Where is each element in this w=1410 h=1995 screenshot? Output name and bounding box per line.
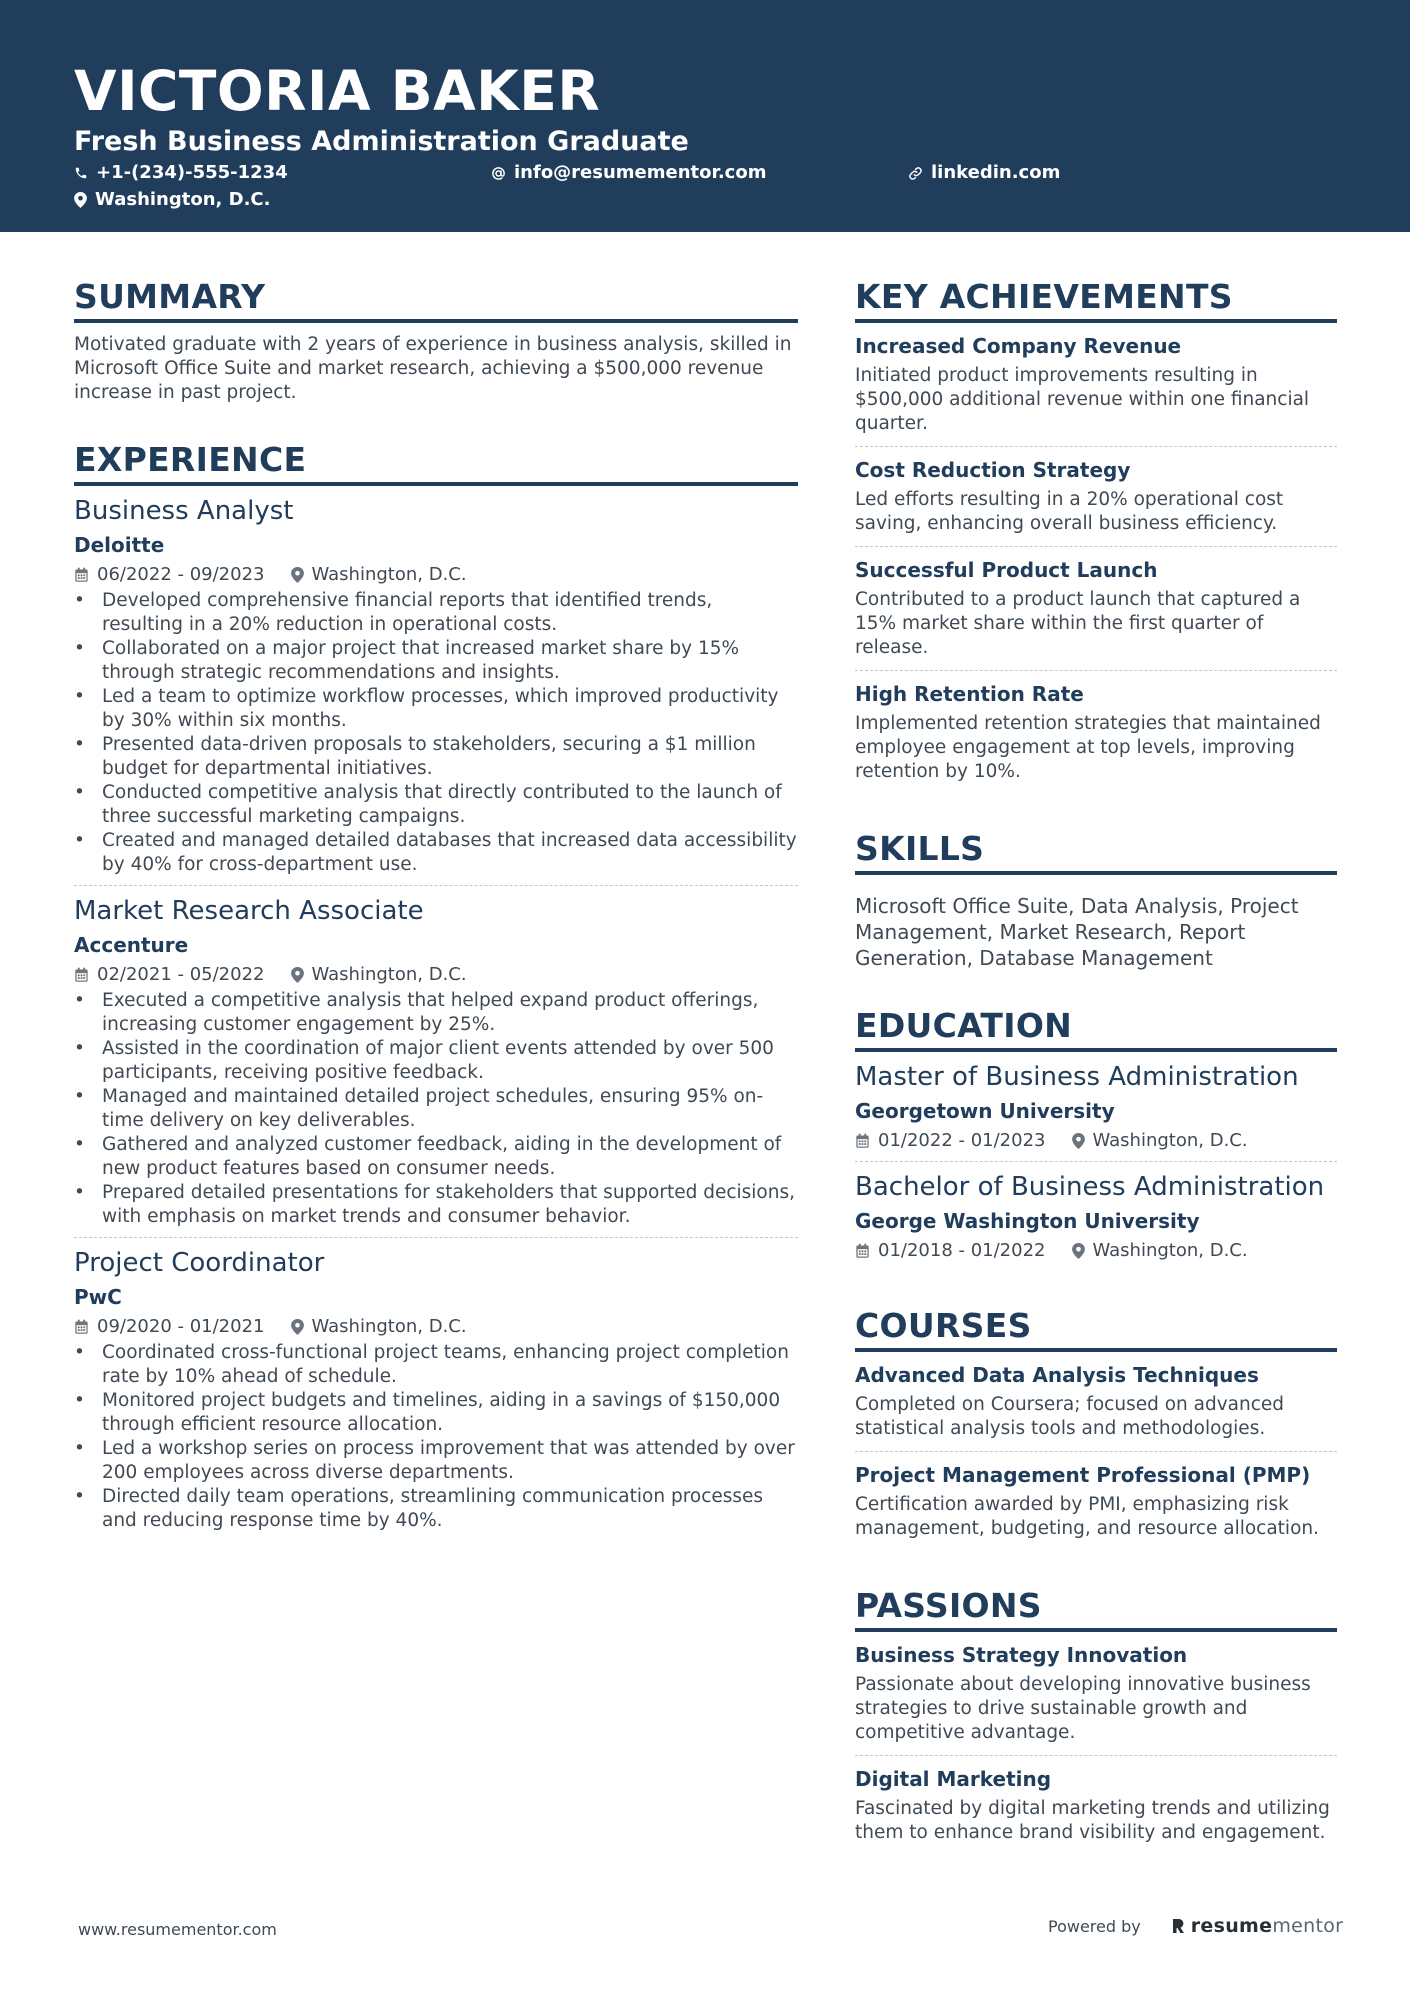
- calendar-icon: [74, 567, 89, 583]
- courses-item-title: Project Management Professional (PMP): [855, 1463, 1311, 1487]
- experience-heading: EXPERIENCE: [74, 439, 798, 486]
- calendar-icon: [855, 1133, 870, 1149]
- dates-text: 01/2022 - 01/2023: [878, 1130, 1046, 1151]
- meta-row: [74, 1315, 798, 1339]
- achievements-item-title: High Retention Rate: [855, 682, 1084, 706]
- jobs-list: [74, 494, 798, 1541]
- brand-light: mentor: [1272, 1915, 1344, 1937]
- achievements-item-title: Cost Reduction Strategy: [855, 458, 1131, 482]
- skills-section: [855, 828, 1337, 971]
- summary-section: [74, 276, 798, 405]
- passions-item-desc: Passionate about developing innovative business strategies to drive sustainable growth and competitive advantage.: [855, 1674, 1311, 1743]
- passions-item-title: Digital Marketing: [855, 1767, 1052, 1791]
- job-company: PwC: [74, 1285, 122, 1309]
- left-column: [74, 276, 798, 1575]
- passions-section: [855, 1585, 1337, 1855]
- passions-item-desc: Fascinated by digital marketing trends and utilizing them to enhance brand visibility and engagement.: [855, 1798, 1330, 1843]
- experience-section: [74, 439, 798, 1541]
- meta-location-text: Washington, D.C.: [1092, 1240, 1248, 1261]
- job-bullet: • Monitored project budgets and timelines, aiding in a savings of $150,000 through efficient resource allocation.: [74, 1389, 798, 1437]
- linkedin-text: linkedin.com: [931, 162, 1061, 183]
- courses-heading: COURSES: [855, 1305, 1337, 1352]
- courses-item: [855, 1362, 1337, 1452]
- date-range: [74, 1315, 265, 1339]
- at-icon: [491, 166, 506, 181]
- job-bullet: • Directed daily team operations, streamlining communication processes and reducing response time by 40%.: [74, 1485, 798, 1533]
- degree-title: Master of Business Administration: [855, 1062, 1299, 1092]
- calendar-icon: [74, 967, 89, 983]
- passions-item-title: Business Strategy Innovation: [855, 1643, 1188, 1667]
- courses-list: [855, 1362, 1337, 1551]
- meta-row: [855, 1239, 1337, 1263]
- meta-location-text: Washington, D.C.: [311, 564, 467, 585]
- location-text: Washington, D.C.: [95, 189, 271, 210]
- passions-item: [855, 1642, 1337, 1756]
- degree-title: Bachelor of Business Administration: [855, 1172, 1325, 1202]
- footer-website[interactable]: www.resumementor.com: [78, 1920, 277, 1939]
- location-pin-icon: [1072, 1133, 1085, 1149]
- meta-location: [291, 963, 467, 987]
- job-bullet: • Coordinated cross-functional project teams, enhancing project completion rate by 10% ahead of schedule.: [74, 1341, 798, 1389]
- dates-text: 01/2018 - 01/2022: [878, 1240, 1046, 1261]
- achievements-section: [855, 276, 1337, 794]
- achievements-item: [855, 457, 1337, 547]
- job-bullet: • Prepared detailed presentations for stakeholders that supported decisions, with emphasis on market trends and consumer behavior.: [74, 1181, 798, 1229]
- calendar-icon: [855, 1243, 870, 1259]
- location-pin-icon: [291, 567, 304, 583]
- achievements-item-desc: Led efforts resulting in a 20% operational cost saving, enhancing overall business efficiency.: [855, 489, 1284, 534]
- meta-location-text: Washington, D.C.: [311, 964, 467, 985]
- summary-text: Motivated graduate with 2 years of experience in business analysis, skilled in Microsoft Office Suite and market research, achieving a $500,000 revenue increase in past project.: [74, 334, 792, 403]
- job-bullet: • Led a workshop series on process improvement that was attended by over 200 employees across diverse departments.: [74, 1437, 798, 1485]
- education-list: [855, 1060, 1337, 1271]
- brand-bold: resume: [1190, 1915, 1273, 1937]
- meta-location: [291, 563, 467, 587]
- job-bullets: [74, 989, 798, 1229]
- job-bullets: [74, 589, 798, 877]
- meta-row: [855, 1129, 1337, 1153]
- location-pin-icon: [74, 192, 87, 208]
- summary-heading: SUMMARY: [74, 276, 798, 323]
- job-bullet: • Led a team to optimize workflow processes, which improved productivity by 30% within six months.: [74, 685, 798, 733]
- achievements-item-desc: Contributed to a product launch that captured a 15% market share within the first quarter of release.: [855, 589, 1301, 658]
- brand-mark-icon: [1171, 1917, 1186, 1935]
- date-range: [855, 1239, 1046, 1263]
- email-text: info@resumementor.com: [514, 162, 767, 183]
- education-entry: [855, 1060, 1337, 1162]
- location-pin-icon: [291, 967, 304, 983]
- location-pin-icon: [1072, 1243, 1085, 1259]
- job-title: Market Research Associate: [74, 896, 424, 926]
- skills-heading: SKILLS: [855, 828, 1337, 875]
- courses-item: [855, 1462, 1337, 1551]
- job-bullet: • Presented data-driven proposals to stakeholders, securing a $1 million budget for departmental initiatives.: [74, 733, 798, 781]
- job-entry: [74, 494, 798, 886]
- brand-logo[interactable]: [1171, 1915, 1344, 1937]
- resume-header: [0, 0, 1410, 232]
- job-company: Accenture: [74, 933, 189, 957]
- date-range: [855, 1129, 1046, 1153]
- achievements-heading: KEY ACHIEVEMENTS: [855, 276, 1337, 323]
- dates-text: 06/2022 - 09/2023: [97, 564, 265, 585]
- job-bullet: • Created and managed detailed databases that increased data accessibility by 40% for cross-department use.: [74, 829, 798, 877]
- location-pin-icon: [291, 1319, 304, 1335]
- achievements-item-title: Increased Company Revenue: [855, 334, 1182, 358]
- contact-email[interactable]: [491, 161, 766, 185]
- passions-heading: PASSIONS: [855, 1585, 1337, 1632]
- contact-location: [74, 188, 270, 212]
- date-range: [74, 563, 265, 587]
- achievements-list: [855, 333, 1337, 794]
- education-heading: EDUCATION: [855, 1005, 1337, 1052]
- job-title: Project Coordinator: [74, 1248, 325, 1278]
- job-bullets: [74, 1341, 798, 1533]
- achievements-item-desc: Implemented retention strategies that maintained employee engagement at top levels, improving retention by 10%.: [855, 713, 1321, 782]
- courses-section: [855, 1305, 1337, 1551]
- achievements-item-title: Successful Product Launch: [855, 558, 1158, 582]
- courses-item-desc: Certification awarded by PMI, emphasizing risk management, budgeting, and resource allocation.: [855, 1494, 1319, 1539]
- job-bullet: • Collaborated on a major project that increased market share by 15% through strategic recommendations and insights.: [74, 637, 798, 685]
- meta-location: [291, 1315, 467, 1339]
- dates-text: 09/2020 - 01/2021: [97, 1316, 265, 1337]
- job-entry: [74, 1246, 798, 1541]
- school-name: Georgetown University: [855, 1099, 1115, 1123]
- contact-linkedin[interactable]: [908, 161, 1060, 185]
- passions-list: [855, 1642, 1337, 1855]
- school-name: George Washington University: [855, 1209, 1200, 1233]
- right-column: [855, 276, 1337, 1889]
- meta-row: [74, 963, 798, 987]
- link-icon: [908, 166, 923, 181]
- courses-item-title: Advanced Data Analysis Techniques: [855, 1363, 1259, 1387]
- job-bullet: • Assisted in the coordination of major client events attended by over 500 participants, receiving positive feedback.: [74, 1037, 798, 1085]
- meta-location-text: Washington, D.C.: [311, 1316, 467, 1337]
- job-bullet: • Developed comprehensive financial reports that identified trends, resulting in a 20% reduction in operational costs.: [74, 589, 798, 637]
- meta-location: [1072, 1239, 1248, 1263]
- phone-icon: [74, 166, 88, 180]
- achievements-item: [855, 681, 1337, 794]
- education-section: [855, 1005, 1337, 1271]
- candidate-name: VICTORIA BAKER: [74, 59, 601, 123]
- job-bullet: • Managed and maintained detailed project schedules, ensuring 95% on-time delivery on key deliverables.: [74, 1085, 798, 1133]
- phone-text: +1-(234)-555-1234: [96, 162, 288, 183]
- meta-location: [1072, 1129, 1248, 1153]
- job-bullet: • Executed a competitive analysis that helped expand product offerings, increasing customer engagement by 25%.: [74, 989, 798, 1037]
- footer-powered-by: [1048, 1915, 1343, 1937]
- passions-item: [855, 1766, 1337, 1855]
- calendar-icon: [74, 1319, 89, 1335]
- contact-phone[interactable]: [74, 161, 288, 185]
- achievements-item: [855, 333, 1337, 447]
- job-bullet: • Conducted competitive analysis that directly contributed to the launch of three successful marketing campaigns.: [74, 781, 798, 829]
- powered-by-label: Powered by: [1048, 1916, 1141, 1936]
- achievements-item: [855, 557, 1337, 671]
- date-range: [74, 963, 265, 987]
- dates-text: 02/2021 - 05/2022: [97, 964, 265, 985]
- meta-row: [74, 563, 798, 587]
- skills-text: Microsoft Office Suite, Data Analysis, Project Management, Market Research, Report Generation, Database Management: [855, 894, 1299, 970]
- job-entry: [74, 894, 798, 1238]
- job-company: Deloitte: [74, 533, 165, 557]
- job-bullet: • Gathered and analyzed customer feedback, aiding in the development of new product features based on consumer needs.: [74, 1133, 798, 1181]
- education-entry: [855, 1170, 1337, 1271]
- job-title: Business Analyst: [74, 496, 294, 526]
- candidate-title: Fresh Business Administration Graduate: [74, 126, 689, 157]
- meta-location-text: Washington, D.C.: [1092, 1130, 1248, 1151]
- courses-item-desc: Completed on Coursera; focused on advanced statistical analysis tools and methodologies.: [855, 1394, 1285, 1439]
- achievements-item-desc: Initiated product improvements resulting in $500,000 additional revenue within one financial quarter.: [855, 365, 1310, 434]
